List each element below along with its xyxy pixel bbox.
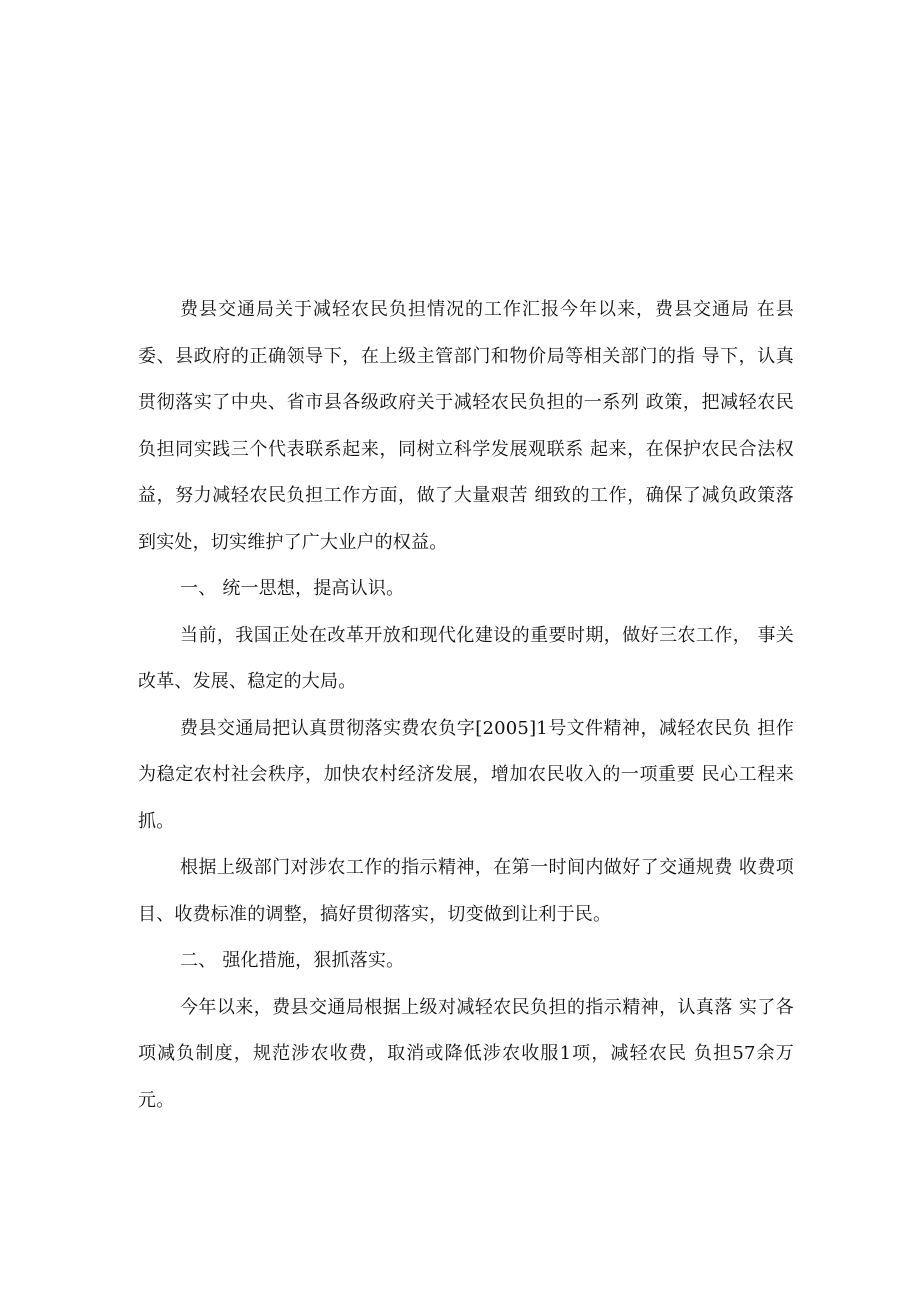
section-heading-1: 一、 统一思想，提高认识。 (180, 578, 405, 599)
paragraph-fee-adjustment: 根据上级部门对涉农工作的指示精神，在第一时间内做好了交通规费 收费项目、收费标准的调整，搞好贯彻落实，切变做到让利于民。 (138, 857, 794, 925)
paragraph-intro: 费县交通局关于减轻农民负担情况的工作汇报今年以来，费县交通局 在县委、县政府的正确领导下，在上级主管部门和物价局等相关部门的指 导下，认真贯彻落实了中央、省市县各级政府关于减轻农民负担的一系列 政策，把减轻农民负担同实践三个代表联系起来，同树立科学发展观联系 起来，在保护农民合法权益，努力减轻农民负担工作方面，做了大量艰苦 细致的工作，确保了减负政策落到实处，切实维护了广大业户的权益。 (138, 299, 794, 553)
paragraph-measures: 今年以来，费县交通局根据上级对减轻农民负担的指示精神，认真落 实了各项减负制度，规范涉农收费，取消或降低涉农收服1项，减轻农民 负担57余万元。 (138, 996, 794, 1111)
paragraph-document-implementation: 费县交通局把认真贯彻落实费农负字[2005]1号文件精神，减轻农民负 担作为稳定农村社会秩序，加快农村经济发展，增加农民收入的一项重要 民心工程来抓。 (138, 717, 794, 832)
section-heading-2: 二、 强化措施，狠抓落实。 (180, 950, 405, 971)
paragraph-current-situation: 当前，我国正处在改革开放和现代化建设的重要时期，做好三农工作， 事关改革、发展、稳定的大局。 (138, 624, 794, 692)
document-body (138, 287, 794, 1124)
